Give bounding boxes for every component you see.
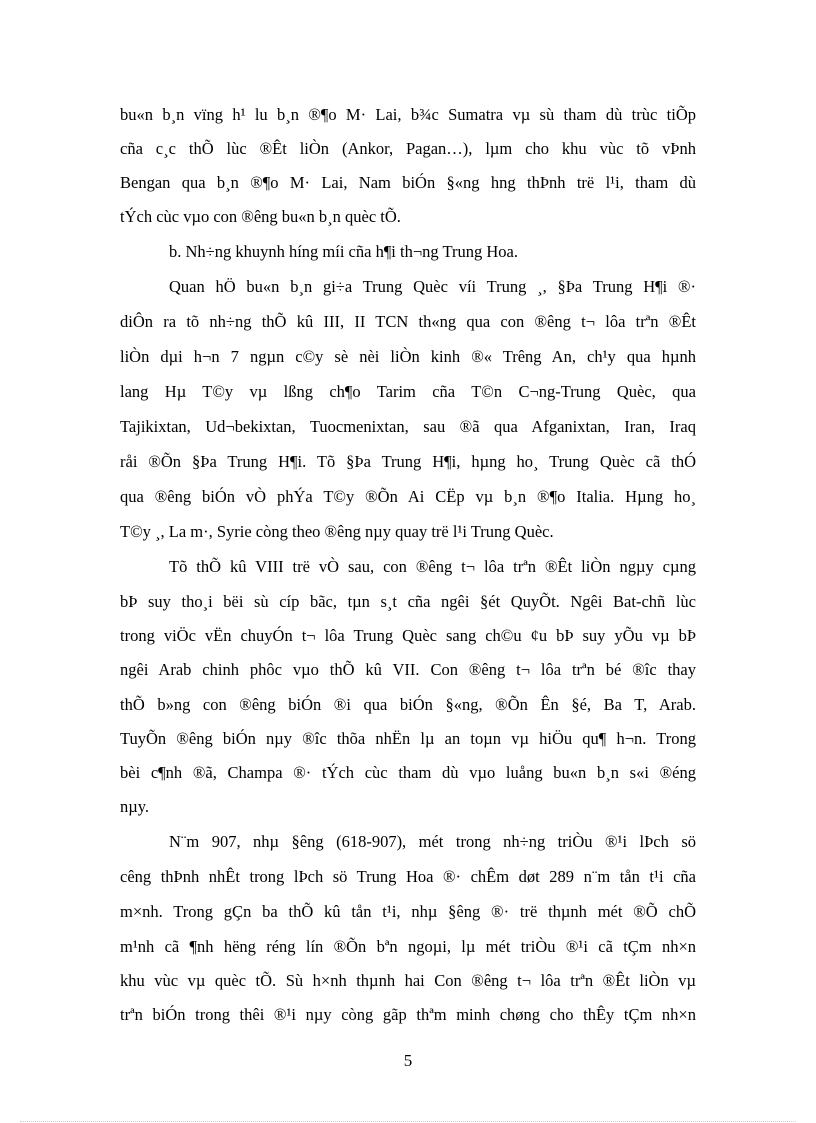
text-line: trªn biÓn trong thêi ®¹i nµy còng gãp thªm minh chøng cho thÊy tÇm nh×n [120, 1005, 696, 1024]
text-line: N¨m 907, nhµ §êng (618-907), mét trong nh÷ng triÒu ®¹i lÞch sö [169, 832, 696, 851]
text-line: m¹nh cã ¶nh hëng réng lín ®Õn bªn ngoµi, lµ mét triÒu ®¹i cã tÇm nh×n [120, 937, 696, 956]
page-number: 5 [403, 1051, 413, 1070]
text-line: Bengan qua b¸n ®¶o M· Lai, Nam biÓn §«ng hng thÞnh trë l¹i, tham dù [120, 173, 696, 192]
text-line: m×nh. Trong gÇn ba thÕ kû tån t¹i, nhµ §êng ®· trë thµnh mét ®Õ chÕ [120, 902, 696, 921]
text-line: Tajikixtan, Ud¬bekixtan, Tuocmenixtan, sau ®ã qua Afganixtan, Iran, Iraq [120, 417, 696, 436]
text-line: Quan hÖ bu«n b¸n gi÷a Trung Quèc víi Trung ¸, §Þa Trung H¶i ®· [169, 277, 696, 296]
text-line: trong viÖc vËn chuyÓn t¬ lôa Trung Quèc sang ch©u ¢u bÞ suy yÕu vµ bÞ [120, 626, 696, 645]
text-line: khu vùc vµ quèc tÕ. Sù h×nh thµnh hai Con ®êng t¬ lôa trªn ®Êt liÒn vµ [120, 971, 696, 990]
text-line: Tõ thÕ kû VIII trë vÒ sau, con ®êng t¬ lôa trªn ®Êt liÒn ngµy cµng [169, 557, 696, 576]
text-line: cña c¸c thÕ lùc ®Êt liÒn (Ankor, Pagan…), lµm cho khu vùc tõ vÞnh [120, 139, 696, 158]
page-bottom-rule [20, 1121, 796, 1122]
text-line: TuyÕn ®êng biÓn nµy ®îc thõa nhËn lµ an toµn vµ hiÖu qu¶ h¬n. Trong [120, 729, 696, 748]
text-line: bèi c¶nh ®ã, Champa ®· tÝch cùc tham dù vµo luång bu«n b¸n s«i ®éng [120, 763, 696, 782]
text-line: diÔn ra tõ nh÷ng thÕ kû III, II TCN th«ng qua con ®êng t¬ lôa trªn ®Êt [120, 312, 696, 331]
text-line: thÕ b»ng con ®êng biÓn ®i qua biÓn §«ng, ®Õn Ên §é, Ba T, Arab. [120, 695, 696, 714]
text-line: nµy. [120, 797, 150, 816]
text-line: bÞ suy tho¸i bëi sù cíp bãc, tµn s¸t cña ngêi §ét QuyÕt. Ngêi Bat-chñ lùc [120, 592, 696, 611]
text-line: bu«n b¸n vïng h¹ lu b¸n ®¶o M· Lai, b¾c Sumatra vµ sù tham dù trùc tiÕp [120, 105, 696, 124]
text-line: lang Hµ T©y vµ lßng ch¶o Tarim cña T©n C¬ng-Trung Quèc, qua [120, 382, 696, 401]
text-line: liÒn dµi h¬n 7 ngµn c©y sè nèi liÒn kinh ®« Trêng An, ch¹y qua hµnh [120, 347, 696, 366]
text-line: cêng thÞnh nhÊt trong lÞch sö Trung Hoa ®· chÊm døt 289 n¨m tån t¹i cña [120, 867, 696, 886]
text-line: tÝch cùc vµo con ®êng bu«n b¸n quèc tÕ. [120, 207, 401, 226]
text-line: T©y ¸, La m·, Syrie còng theo ®êng nµy quay trë l¹i Trung Quèc. [120, 522, 554, 541]
section-heading: b. Nh÷ng khuynh híng míi cña h¶i th¬ng Trung Hoa. [169, 242, 518, 261]
text-line: råi ®Õn §Þa Trung H¶i. Tõ §Þa Trung H¶i, hµng ho¸ Trung Quèc cã thÓ [120, 452, 696, 471]
text-line: ngêi Arab chinh phôc vµo thÕ kû VII. Con ®êng t¬ lôa trªn bé ®îc thay [120, 660, 696, 679]
text-line: qua ®êng biÓn vÒ phÝa T©y ®Õn Ai CËp vµ b¸n ®¶o Italia. Hµng ho¸ [120, 487, 696, 506]
